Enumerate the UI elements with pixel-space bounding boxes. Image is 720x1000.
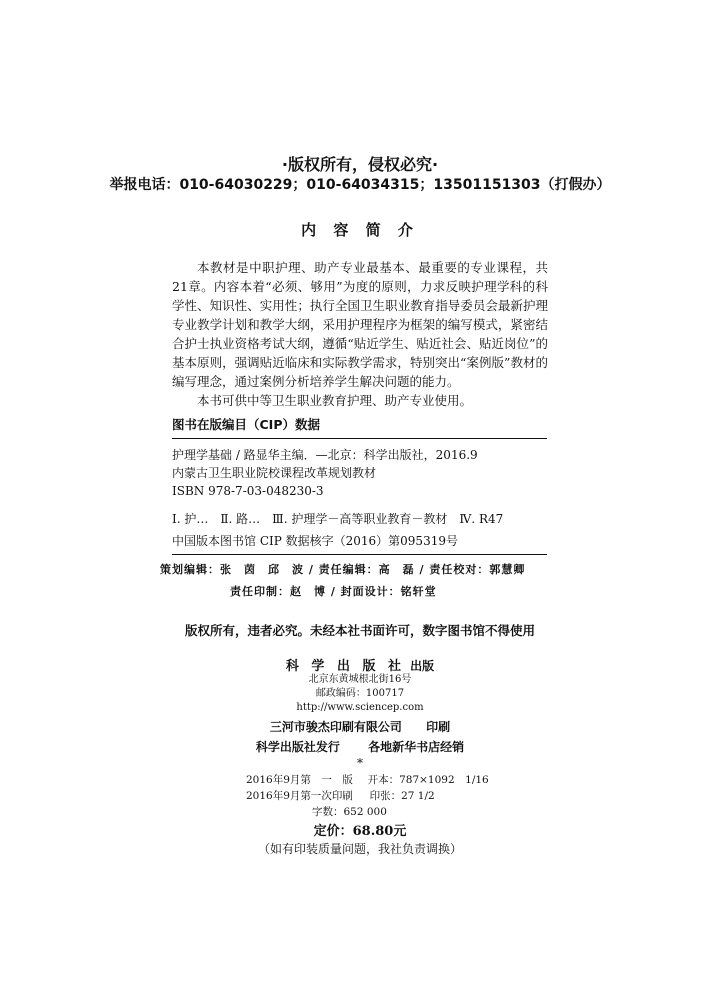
- cip-line: ISBN 978-7-03-048230-3: [172, 484, 324, 498]
- publisher-suffix: 出版: [410, 659, 435, 673]
- spec-row: [246, 804, 506, 820]
- cip-bottom-rule: [172, 554, 547, 555]
- price: 定价：68.80元: [313, 824, 407, 839]
- cip-number: [172, 532, 552, 550]
- notice-title: ·版权所有，侵权必究·: [281, 155, 439, 174]
- publisher-postcode: 邮政编码：100717: [315, 688, 405, 699]
- publisher-address: 北京东黄城根北街16号: [308, 674, 412, 685]
- separator-star: *: [357, 756, 363, 770]
- report-phone: 举报电话：010-64030229；010-64034315；13501151303（打假办）: [109, 177, 611, 193]
- sellers: 各地新华书店经销: [368, 740, 465, 754]
- summary-paragraph: 本书可供中等卫生职业教育护理、助产专业使用。: [197, 393, 473, 408]
- cip-top-rule: [172, 438, 547, 439]
- cip-classification: [172, 510, 552, 528]
- word-count: 字数：652 000: [312, 806, 387, 818]
- format-info: 开本：787×1092 1/16: [367, 774, 489, 786]
- edition-info: 2016年9月第 一 版: [246, 774, 353, 786]
- printer-suffix: 印刷: [426, 720, 451, 734]
- summary-title: 内 容 简 介: [301, 221, 419, 239]
- exchange-notice: （如有印装质量问题，我社负责调换）: [257, 842, 462, 856]
- printer-name: 三河市骏杰印刷有限公司: [269, 720, 402, 734]
- summary-body: [172, 258, 548, 410]
- publication-specs: [246, 772, 506, 820]
- summary-paragraph: 本教材是中职护理、助产专业最基本、最重要的专业课程，共21章。内容本着“必须、够用”为度的原则，力求反映护理学科的科学性、知识性、实用性；执行全国卫生职业教育指导委员会最新护理专业教学计划和教学大纲，采用护理程序为框架的编写模式，紧密结合护士执业资格考试大纲，遵循“贴近学生、贴近社会、贴近岗位”的基本原则，强调贴近临床和实际教学需求，特别突出“案例版”教材的编写理念，通过案例分析培养学生解决问题的能力。: [172, 260, 548, 389]
- spec-row: [246, 772, 506, 788]
- spec-row: [246, 788, 506, 804]
- cip-record: [172, 446, 552, 500]
- rights-statement: 版权所有，违者必究。未经本社书面许可，数字图书馆不得使用: [184, 623, 535, 638]
- sheets-info: 印张：27 1/2: [369, 790, 435, 802]
- distribution-line: [0, 736, 720, 755]
- publisher-name: 科 学 出 版 社: [285, 659, 405, 674]
- editor-credits: 策划编辑：张 茵 邱 波 / 责任编辑：高 磊 / 责任校对：郭慧卿: [160, 563, 526, 576]
- cip-line: 护理学基础 / 路显华主编．—北京：科学出版社，2016.9: [172, 448, 478, 462]
- cip-line: Ⅰ. 护… Ⅱ. 路… Ⅲ. 护理学－高等职业教育－教材 Ⅳ. R47: [172, 512, 504, 526]
- publisher-url: http://www.sciencep.com: [296, 702, 424, 713]
- production-credits: 责任印制：赵 博 / 封面设计：铭轩堂: [230, 585, 437, 598]
- printing-info: 2016年9月第一次印刷: [246, 790, 353, 802]
- publisher-line: [0, 655, 720, 674]
- cip-line: 中国版本图书馆 CIP 数据核字（2016）第095319号: [172, 534, 458, 548]
- distributor: 科学出版社发行: [255, 740, 340, 754]
- cip-title: 图书在版编目（CIP）数据: [172, 417, 320, 432]
- cip-line: 内蒙古卫生职业院校课程改革规划教材: [172, 466, 377, 480]
- printer-line: [0, 716, 720, 735]
